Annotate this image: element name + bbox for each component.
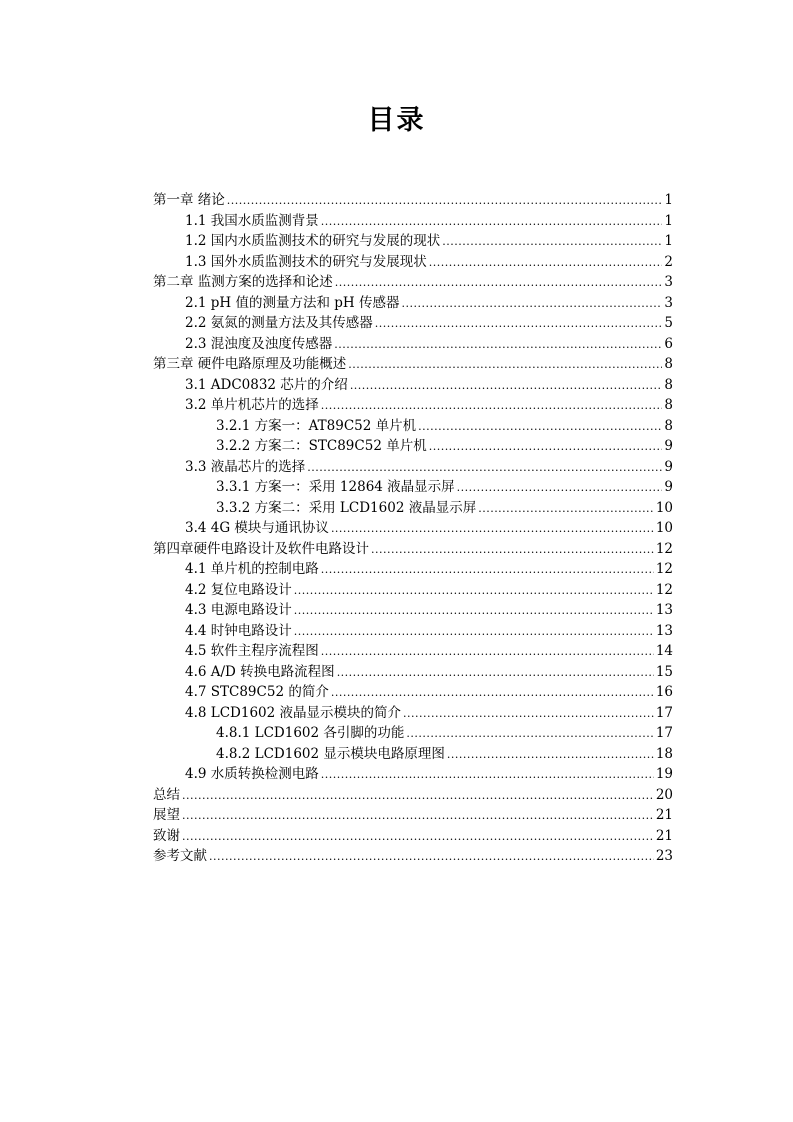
- toc-entry-label: 3.4 4G 模块与通讯协议: [185, 520, 329, 536]
- toc-dot-leader: [182, 827, 654, 848]
- toc-entry-page-number: 6: [664, 335, 673, 352]
- toc-entry-page-number: 5: [664, 315, 673, 331]
- toc-dot-leader: [337, 663, 654, 684]
- toc-dot-leader: [294, 581, 654, 602]
- toc-entry-page-number: 17: [655, 704, 673, 721]
- toc-dot-leader: [350, 376, 663, 397]
- toc-entry-label: 4.2 复位电路设计: [185, 581, 292, 598]
- toc-entry[interactable]: [153, 231, 673, 252]
- toc-entry-label: 3.3.1 方案一：采用 12864 液晶显示屏: [216, 479, 455, 495]
- toc-entry-page-number: 1: [664, 212, 673, 229]
- toc-entry-label: 1.3 国外水质监测技术的研究与发展现状: [185, 253, 427, 270]
- toc-dot-leader: [294, 622, 654, 643]
- toc-entry-label: 4.8 LCD1602 液晶显示模块的简介: [185, 704, 402, 721]
- toc-entry-page-number: 1: [664, 233, 673, 249]
- toc-dot-leader: [429, 253, 663, 274]
- toc-entry-label: 展望: [153, 807, 180, 823]
- toc-entry[interactable]: [153, 416, 673, 437]
- toc-dot-leader: [331, 683, 654, 704]
- toc-dot-leader: [227, 191, 663, 212]
- toc-entry[interactable]: [153, 785, 673, 806]
- toc-dot-leader: [403, 704, 654, 725]
- toc-entry[interactable]: [153, 559, 673, 580]
- toc-entry[interactable]: [153, 682, 673, 703]
- toc-dot-leader: [321, 212, 663, 233]
- toc-dot-leader: [478, 499, 654, 520]
- toc-entry[interactable]: [153, 805, 673, 826]
- toc-entry[interactable]: [153, 395, 673, 416]
- toc-entry-page-number: 8: [664, 397, 673, 413]
- toc-entry-page-number: 21: [655, 827, 673, 844]
- toc-dot-leader: [335, 273, 663, 294]
- toc-dot-leader: [348, 355, 662, 376]
- toc-dot-leader: [321, 765, 654, 786]
- toc-entry[interactable]: [153, 211, 673, 232]
- toc-entry[interactable]: [153, 436, 673, 457]
- toc-entry-page-number: 3: [664, 294, 673, 311]
- toc-dot-leader: [331, 519, 654, 540]
- toc-entry[interactable]: [153, 846, 673, 867]
- toc-entry[interactable]: [153, 703, 673, 724]
- toc-dot-leader: [294, 601, 654, 622]
- toc-entry[interactable]: [153, 744, 673, 765]
- toc-entry-label: 第二章 监测方案的选择和论述: [153, 274, 333, 290]
- toc-dot-leader: [371, 540, 654, 561]
- toc-dot-leader: [321, 560, 654, 581]
- toc-entry-page-number: 10: [655, 499, 673, 516]
- toc-entry-page-number: 13: [655, 602, 673, 618]
- toc-dot-leader: [182, 806, 654, 827]
- toc-entry[interactable]: [153, 518, 673, 539]
- toc-entry-label: 4.3 电源电路设计: [185, 602, 292, 618]
- toc-entry-label: 4.8.1 LCD1602 各引脚的功能: [216, 725, 405, 741]
- page-title: 目录: [367, 105, 426, 136]
- toc-entry-label: 3.3 液晶芯片的选择: [185, 458, 306, 475]
- toc-entry-label: 3.2.2 方案二：STC89C52 单片机: [216, 438, 427, 454]
- toc-dot-leader: [182, 786, 654, 807]
- toc-entry[interactable]: [153, 477, 673, 498]
- toc-entry-page-number: 12: [655, 561, 673, 577]
- toc-entry-label: 3.2 单片机芯片的选择: [185, 397, 319, 413]
- toc-entry-page-number: 14: [655, 643, 673, 659]
- toc-entry-page-number: 1: [664, 192, 673, 208]
- toc-entry[interactable]: [153, 313, 673, 334]
- toc-entry-page-number: 2: [664, 253, 673, 270]
- toc-entry-page-number: 16: [655, 684, 673, 700]
- toc-entry[interactable]: [153, 272, 673, 293]
- toc-entry[interactable]: [153, 354, 673, 375]
- toc-dot-leader: [447, 745, 654, 766]
- toc-entry-label: 致谢: [153, 827, 180, 844]
- toc-dot-leader: [406, 724, 653, 745]
- toc-dot-leader: [209, 847, 654, 868]
- toc-entry-label: 3.1 ADC0832 芯片的介绍: [185, 376, 348, 393]
- toc-entry[interactable]: [153, 580, 673, 601]
- toc-entry-page-number: 3: [664, 274, 673, 290]
- toc-dot-leader: [321, 396, 663, 417]
- toc-entry-label: 参考文献: [153, 848, 207, 864]
- toc-entry-label: 第四章硬件电路设计及软件电路设计: [153, 540, 369, 557]
- toc-entry[interactable]: [153, 498, 673, 519]
- table-of-contents: [153, 190, 673, 867]
- toc-dot-leader: [429, 437, 663, 458]
- toc-entry-label: 1.2 国内水质监测技术的研究与发展的现状: [185, 233, 441, 249]
- toc-entry-page-number: 12: [655, 540, 673, 557]
- toc-entry-page-number: 8: [664, 356, 673, 372]
- toc-entry[interactable]: [153, 539, 673, 560]
- toc-entry-page-number: 9: [664, 438, 673, 454]
- toc-entry-label: 第三章 硬件电路原理及功能概述: [153, 356, 347, 372]
- toc-entry-label: 4.1 单片机的控制电路: [185, 561, 319, 577]
- toc-entry-label: 4.6 A/D 转换电路流程图: [185, 663, 335, 680]
- toc-dot-leader: [442, 232, 662, 253]
- toc-entry[interactable]: [153, 457, 673, 478]
- toc-entry[interactable]: [153, 293, 673, 314]
- toc-entry-label: 4.8.2 LCD1602 显示模块电路原理图: [216, 745, 445, 762]
- toc-entry-label: 2.2 氨氮的测量方法及其传感器: [185, 315, 373, 331]
- toc-dot-leader: [307, 458, 662, 479]
- toc-entry[interactable]: [153, 600, 673, 621]
- toc-entry-label: 总结: [153, 786, 180, 803]
- toc-entry-label: 1.1 我国水质监测背景: [185, 212, 319, 229]
- toc-entry[interactable]: [153, 621, 673, 642]
- toc-entry-page-number: 23: [655, 848, 673, 864]
- toc-entry-page-number: 15: [655, 663, 673, 680]
- toc-entry-label: 第一章 绪论: [153, 192, 225, 208]
- toc-entry-page-number: 10: [655, 520, 673, 536]
- toc-entry[interactable]: [153, 662, 673, 683]
- toc-dot-leader: [334, 335, 662, 356]
- toc-dot-leader: [375, 314, 663, 335]
- toc-entry-label: 2.1 pH 值的测量方法和 pH 传感器: [185, 294, 400, 311]
- toc-entry-label: 2.3 混浊度及浊度传感器: [185, 335, 333, 352]
- toc-dot-leader: [457, 478, 663, 499]
- toc-entry-page-number: 20: [655, 786, 673, 803]
- toc-entry[interactable]: [153, 641, 673, 662]
- toc-entry[interactable]: [153, 826, 673, 847]
- toc-entry-page-number: 9: [664, 479, 673, 495]
- toc-dot-leader: [418, 417, 662, 438]
- toc-entry-label: 3.2.1 方案一：AT89C52 单片机: [216, 417, 417, 434]
- toc-entry[interactable]: [153, 252, 673, 273]
- toc-entry-label: 4.4 时钟电路设计: [185, 622, 292, 639]
- toc-entry[interactable]: [153, 334, 673, 355]
- toc-entry-page-number: 13: [655, 622, 673, 639]
- toc-entry-label: 4.9 水质转换检测电路: [185, 766, 319, 782]
- toc-entry-page-number: 8: [664, 417, 673, 434]
- toc-entry[interactable]: [153, 723, 673, 744]
- toc-entry-label: 4.7 STC89C52 的简介: [185, 684, 329, 700]
- toc-dot-leader: [321, 642, 654, 663]
- toc-entry-page-number: 8: [664, 376, 673, 393]
- toc-entry-page-number: 21: [655, 807, 673, 823]
- toc-dot-leader: [401, 294, 662, 315]
- toc-entry[interactable]: [153, 764, 673, 785]
- toc-entry-label: 4.5 软件主程序流程图: [185, 643, 319, 659]
- toc-entry-label: 3.3.2 方案二：采用 LCD1602 液晶显示屏: [216, 499, 477, 516]
- toc-entry-page-number: 17: [655, 725, 673, 741]
- toc-entry-page-number: 18: [655, 745, 673, 762]
- toc-entry[interactable]: [153, 375, 673, 396]
- toc-entry[interactable]: [153, 190, 673, 211]
- toc-entry-page-number: 19: [655, 766, 673, 782]
- toc-entry-page-number: 9: [664, 458, 673, 475]
- toc-entry-page-number: 12: [655, 581, 673, 598]
